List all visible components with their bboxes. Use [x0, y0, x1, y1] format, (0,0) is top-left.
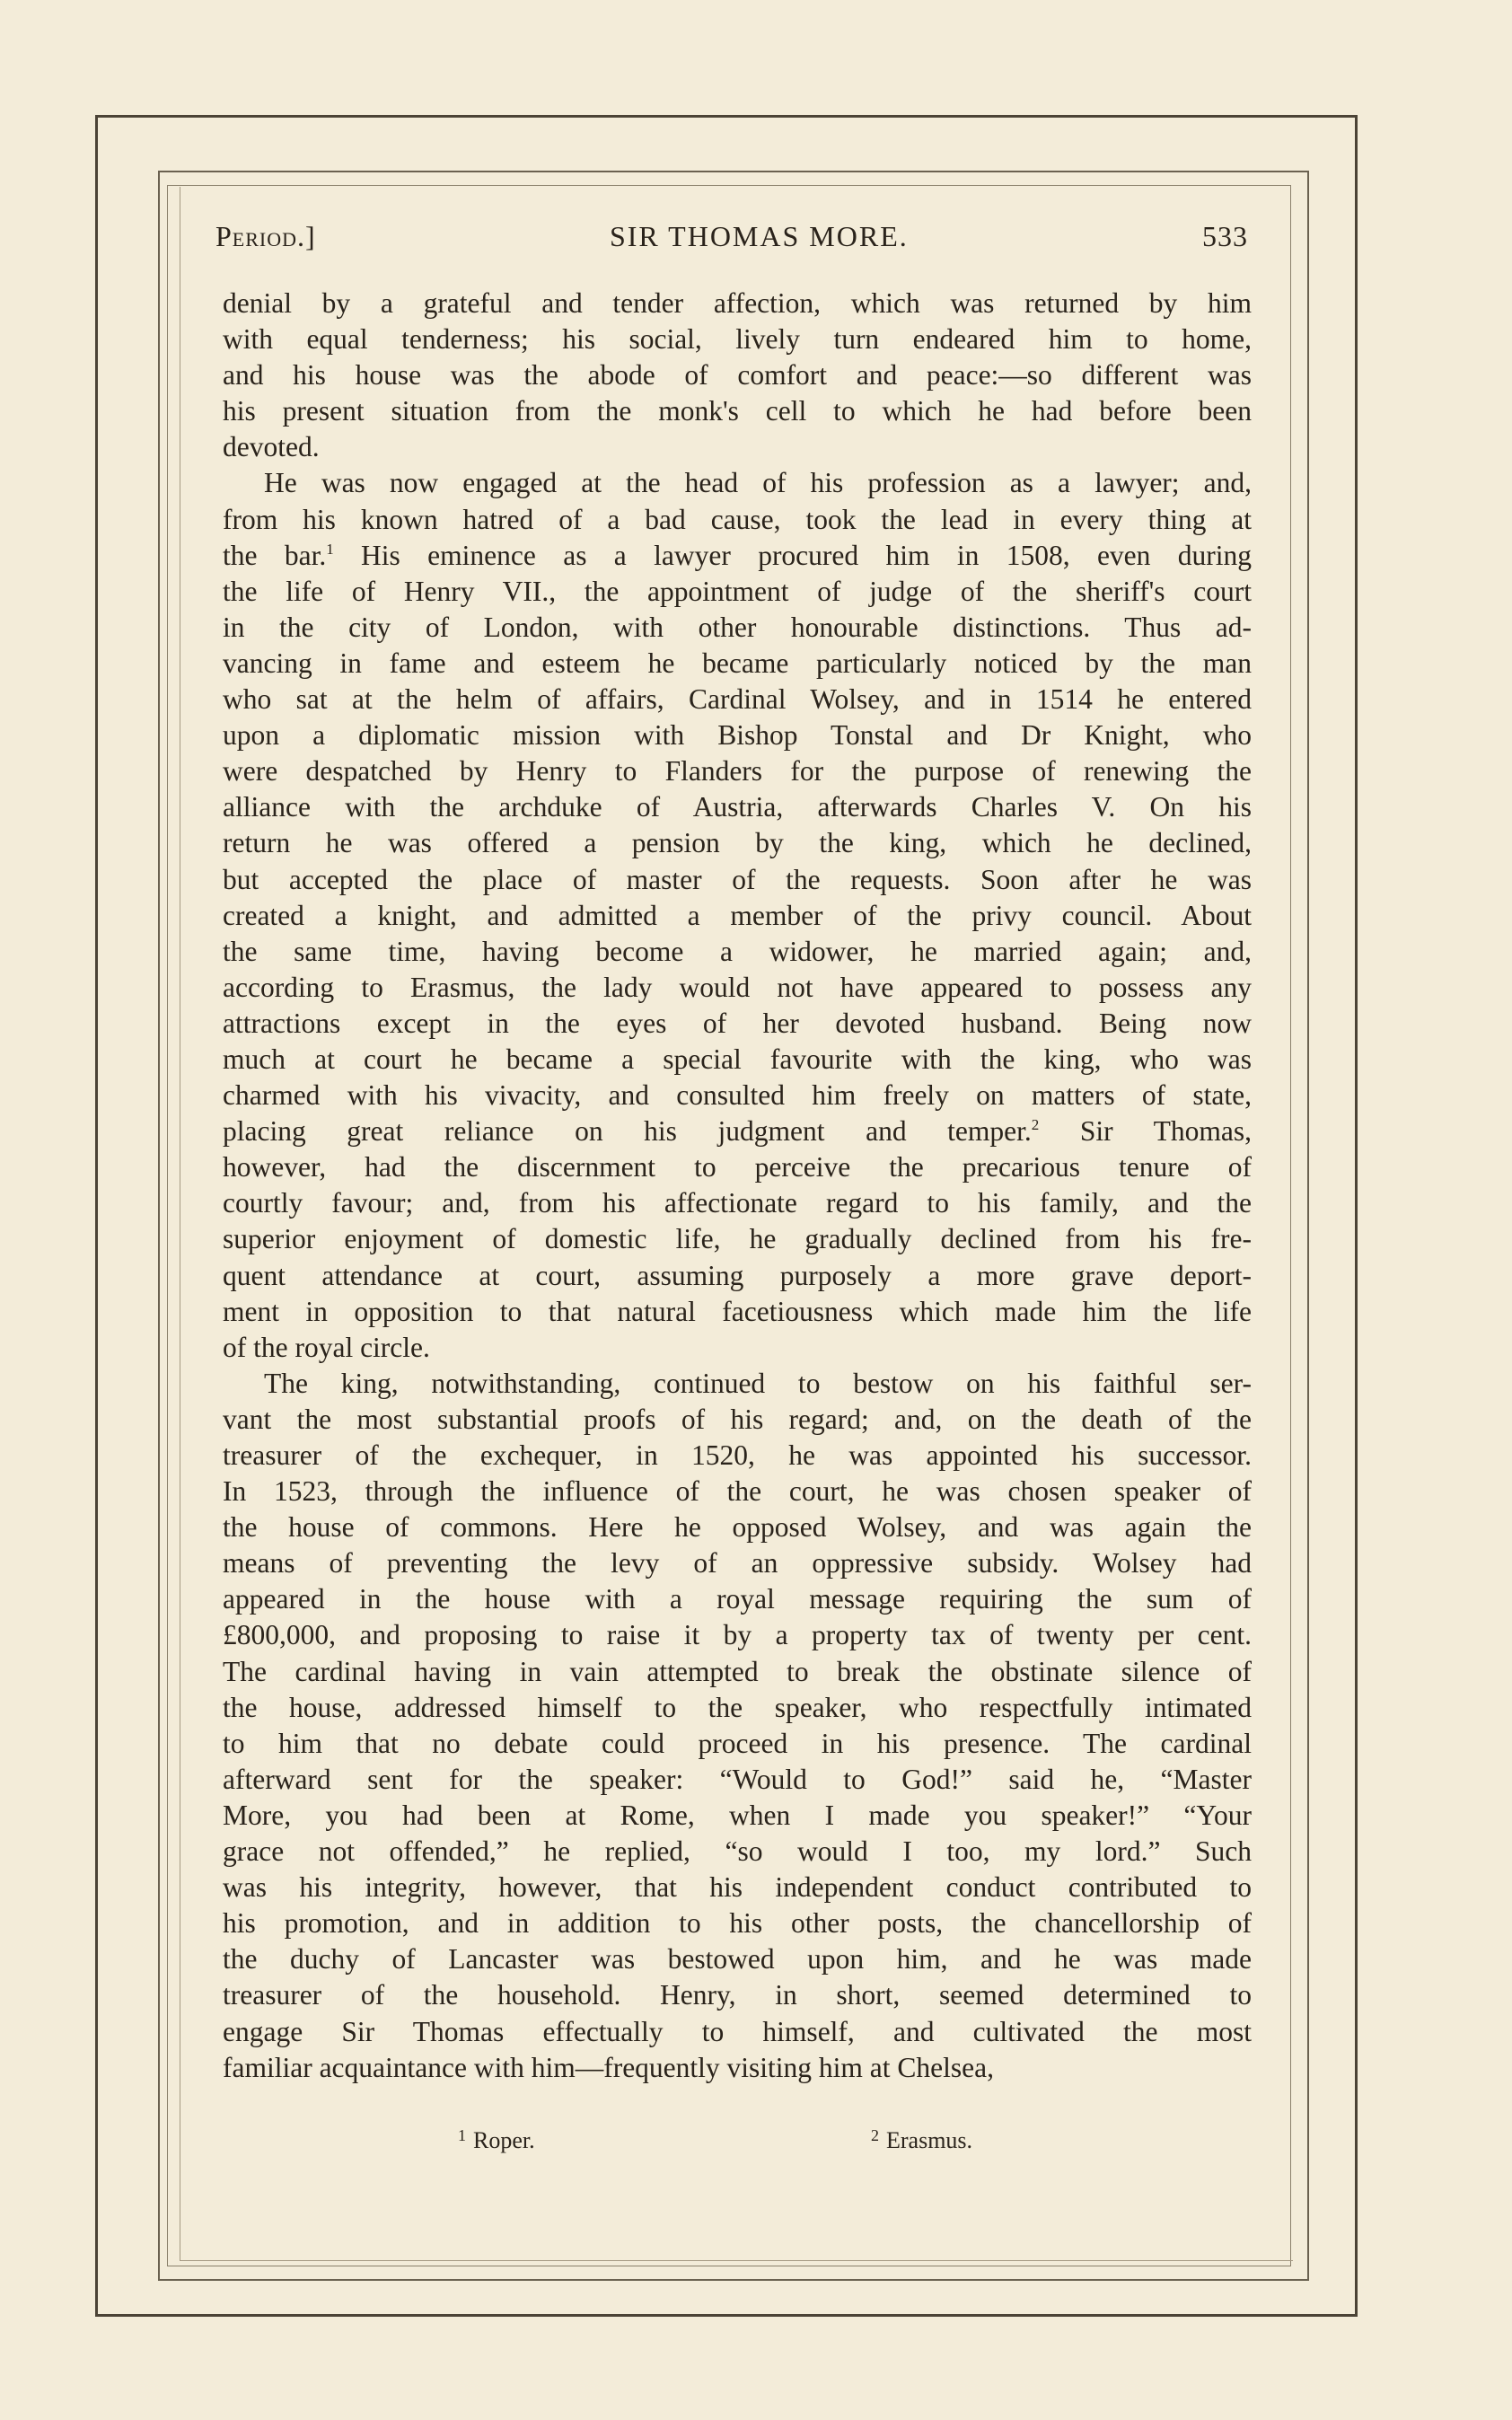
line-text: vancing in fame and esteem he became particularly noticed by the man [223, 647, 1252, 679]
line-text: of the royal circle. [223, 1331, 430, 1363]
line-text: attractions except in the eyes of her devoted husband. Being now [223, 1007, 1252, 1039]
text-line [223, 1294, 1252, 1330]
line-text: superior enjoyment of domestic life, he gradually declined from his fre- [223, 1223, 1252, 1255]
text-line [223, 1402, 1252, 1438]
line-text: return he was offered a pension by the king, which he declined, [223, 827, 1252, 859]
line-text: charmed with his vivacity, and consulted him freely on matters of state, [223, 1079, 1252, 1112]
line-text: to him that no debate could proceed in his presence. The cardinal [223, 1727, 1252, 1759]
text-line [223, 538, 1252, 574]
footnote-1 [458, 2126, 535, 2154]
text-line [223, 1474, 1252, 1509]
text-line [223, 934, 1252, 970]
footnote-reference: 2 [1031, 1116, 1040, 1134]
line-text: his promotion, and in addition to his other posts, the chancellorship of [223, 1907, 1252, 1940]
line-text: engage Sir Thomas effectually to himself, and cultivated the most [223, 2015, 1252, 2047]
text-line [223, 1654, 1252, 1690]
text-line [223, 1977, 1252, 2013]
line-text: the life of Henry VII., the appointment of judge of the sheriff's court [223, 575, 1252, 607]
line-text: He was now engaged at the head of his profession as a lawyer; and, [264, 467, 1252, 499]
text-line [223, 357, 1252, 393]
running-header [215, 220, 1248, 256]
text-line [223, 1941, 1252, 1977]
line-text: upon a diplomatic mission with Bishop Tonstal and Dr Knight, who [223, 719, 1252, 752]
text-line [223, 429, 1252, 465]
text-line [223, 898, 1252, 934]
line-text: £800,000, and proposing to raise it by a property tax of twenty per cent. [223, 1619, 1252, 1651]
line-text: from his known hatred of a bad cause, took the lead in every thing at [223, 503, 1252, 535]
text-line [223, 1798, 1252, 1834]
line-text: his present situation from the monk's cell to which he had before been [223, 395, 1252, 427]
body-text [223, 286, 1252, 2086]
line-text: but accepted the place of master of the requests. Soon after he was [223, 863, 1252, 895]
header-title: SIR THOMAS MORE. [609, 220, 909, 252]
footnote-2 [871, 2126, 972, 2154]
text-line [223, 682, 1252, 717]
line-text: In 1523, through the influence of the court, he was chosen speaker of [223, 1475, 1252, 1508]
text-line [223, 1185, 1252, 1221]
text-line [223, 1042, 1252, 1078]
text-line [223, 1834, 1252, 1870]
line-text: created a knight, and admitted a member of the privy council. About [223, 899, 1252, 931]
text-line [223, 1258, 1252, 1294]
line-text: treasurer of the household. Henry, in short, seemed determined to [223, 1979, 1252, 2011]
line-text: More, you had been at Rome, when I made you speaker!” “Your [223, 1799, 1252, 1831]
text-line [223, 1617, 1252, 1653]
line-text: grace not offended,” he replied, “so would I too, my lord.” Such [223, 1835, 1252, 1868]
footnote-mark: 1 [458, 2126, 466, 2144]
text-line [223, 862, 1252, 898]
text-line [223, 1762, 1252, 1798]
line-text: ment in opposition to that natural facetiousness which made him the life [223, 1295, 1252, 1327]
line-text: familiar acquaintance with him—frequently visiting him at Chelsea, [223, 2051, 995, 2083]
page-number: 533 [1202, 220, 1248, 252]
text-line [223, 610, 1252, 646]
line-text: The king, notwithstanding, continued to bestow on his faithful ser- [264, 1367, 1252, 1399]
line-text: who sat at the helm of affairs, Cardinal Wolsey, and in 1514 he entered [223, 683, 1252, 716]
text-line [223, 1905, 1252, 1941]
text-line [223, 825, 1252, 861]
text-line [223, 1221, 1252, 1257]
footnotes [223, 2126, 1252, 2162]
line-text: was his integrity, however, that his independent conduct contributed to [223, 1871, 1252, 1904]
text-line [223, 1366, 1252, 1402]
line-text: devoted. [223, 431, 320, 463]
text-line [223, 465, 1252, 501]
text-line [223, 1509, 1252, 1545]
line-text: the house of commons. Here he opposed Wolsey, and was again the [223, 1511, 1252, 1544]
text-line [223, 1690, 1252, 1726]
line-text: alliance with the archduke of Austria, afterwards Charles V. On his [223, 791, 1252, 823]
text-line [223, 321, 1252, 357]
text-line [223, 1078, 1252, 1113]
line-text: afterward sent for the speaker: “Would to God!” said he, “Master [223, 1763, 1252, 1795]
line-text: The cardinal having in vain attempted to break the obstinate silence of [223, 1655, 1252, 1687]
text-line [223, 1006, 1252, 1042]
header-section-label: Period.] [215, 220, 316, 252]
line-text: appeared in the house with a royal message requiring the sum of [223, 1583, 1252, 1615]
line-text: the same time, having become a widower, he married again; and, [223, 935, 1252, 967]
text-line [223, 646, 1252, 682]
text-line [223, 1545, 1252, 1581]
text-line [223, 1149, 1252, 1185]
footnote-reference: 1 [326, 540, 334, 558]
line-text: were despatched by Henry to Flanders for the purpose of renewing the [223, 755, 1252, 788]
line-text: and his house was the abode of comfort and peace:—so different was [223, 359, 1252, 392]
text-line [223, 1330, 1252, 1366]
line-text-continued: His eminence as a lawyer procured him in 1508, even during [333, 539, 1252, 571]
text-line [223, 753, 1252, 789]
line-text: means of preventing the levy of an oppressive subsidy. Wolsey had [223, 1547, 1252, 1580]
text-line [223, 393, 1252, 429]
line-text: the house, addressed himself to the speaker, who respectfully intimated [223, 1691, 1252, 1723]
text-line [223, 1726, 1252, 1762]
line-text: courtly favour; and, from his affectionate regard to his family, and the [223, 1187, 1252, 1219]
line-text-continued: Sir Thomas, [1039, 1115, 1252, 1148]
line-text: the bar. [223, 539, 327, 571]
footnote-text: Roper. [473, 2127, 535, 2153]
text-line [223, 789, 1252, 825]
text-line [223, 717, 1252, 753]
text-line [223, 2050, 1252, 2086]
line-text: vant the most substantial proofs of his regard; and, on the death of the [223, 1403, 1252, 1435]
line-text: much at court he became a special favourite with the king, who was [223, 1043, 1252, 1075]
text-line [223, 1113, 1252, 1149]
text-line [223, 502, 1252, 538]
text-line [223, 1870, 1252, 1905]
line-text: with equal tenderness; his social, lively turn endeared him to home, [223, 323, 1252, 356]
footnote-mark: 2 [871, 2126, 879, 2144]
footnote-text: Erasmus. [886, 2127, 973, 2153]
text-line [223, 2014, 1252, 2050]
line-text: denial by a grateful and tender affection, which was returned by him [223, 287, 1252, 319]
line-text: treasurer of the exchequer, in 1520, he was appointed his successor. [223, 1439, 1252, 1471]
text-line [223, 286, 1252, 321]
line-text: however, had the discernment to perceive the precarious tenure of [223, 1151, 1252, 1184]
line-text: the duchy of Lancaster was bestowed upon him, and he was made [223, 1943, 1252, 1976]
text-line [223, 970, 1252, 1006]
text-line [223, 574, 1252, 610]
line-text: placing great reliance on his judgment and temper. [223, 1115, 1032, 1148]
line-text: quent attendance at court, assuming purposely a more grave deport- [223, 1259, 1252, 1291]
line-text: in the city of London, with other honourable distinctions. Thus ad- [223, 611, 1252, 643]
text-line [223, 1438, 1252, 1474]
line-text: according to Erasmus, the lady would not have appeared to possess any [223, 971, 1252, 1003]
text-line [223, 1581, 1252, 1617]
